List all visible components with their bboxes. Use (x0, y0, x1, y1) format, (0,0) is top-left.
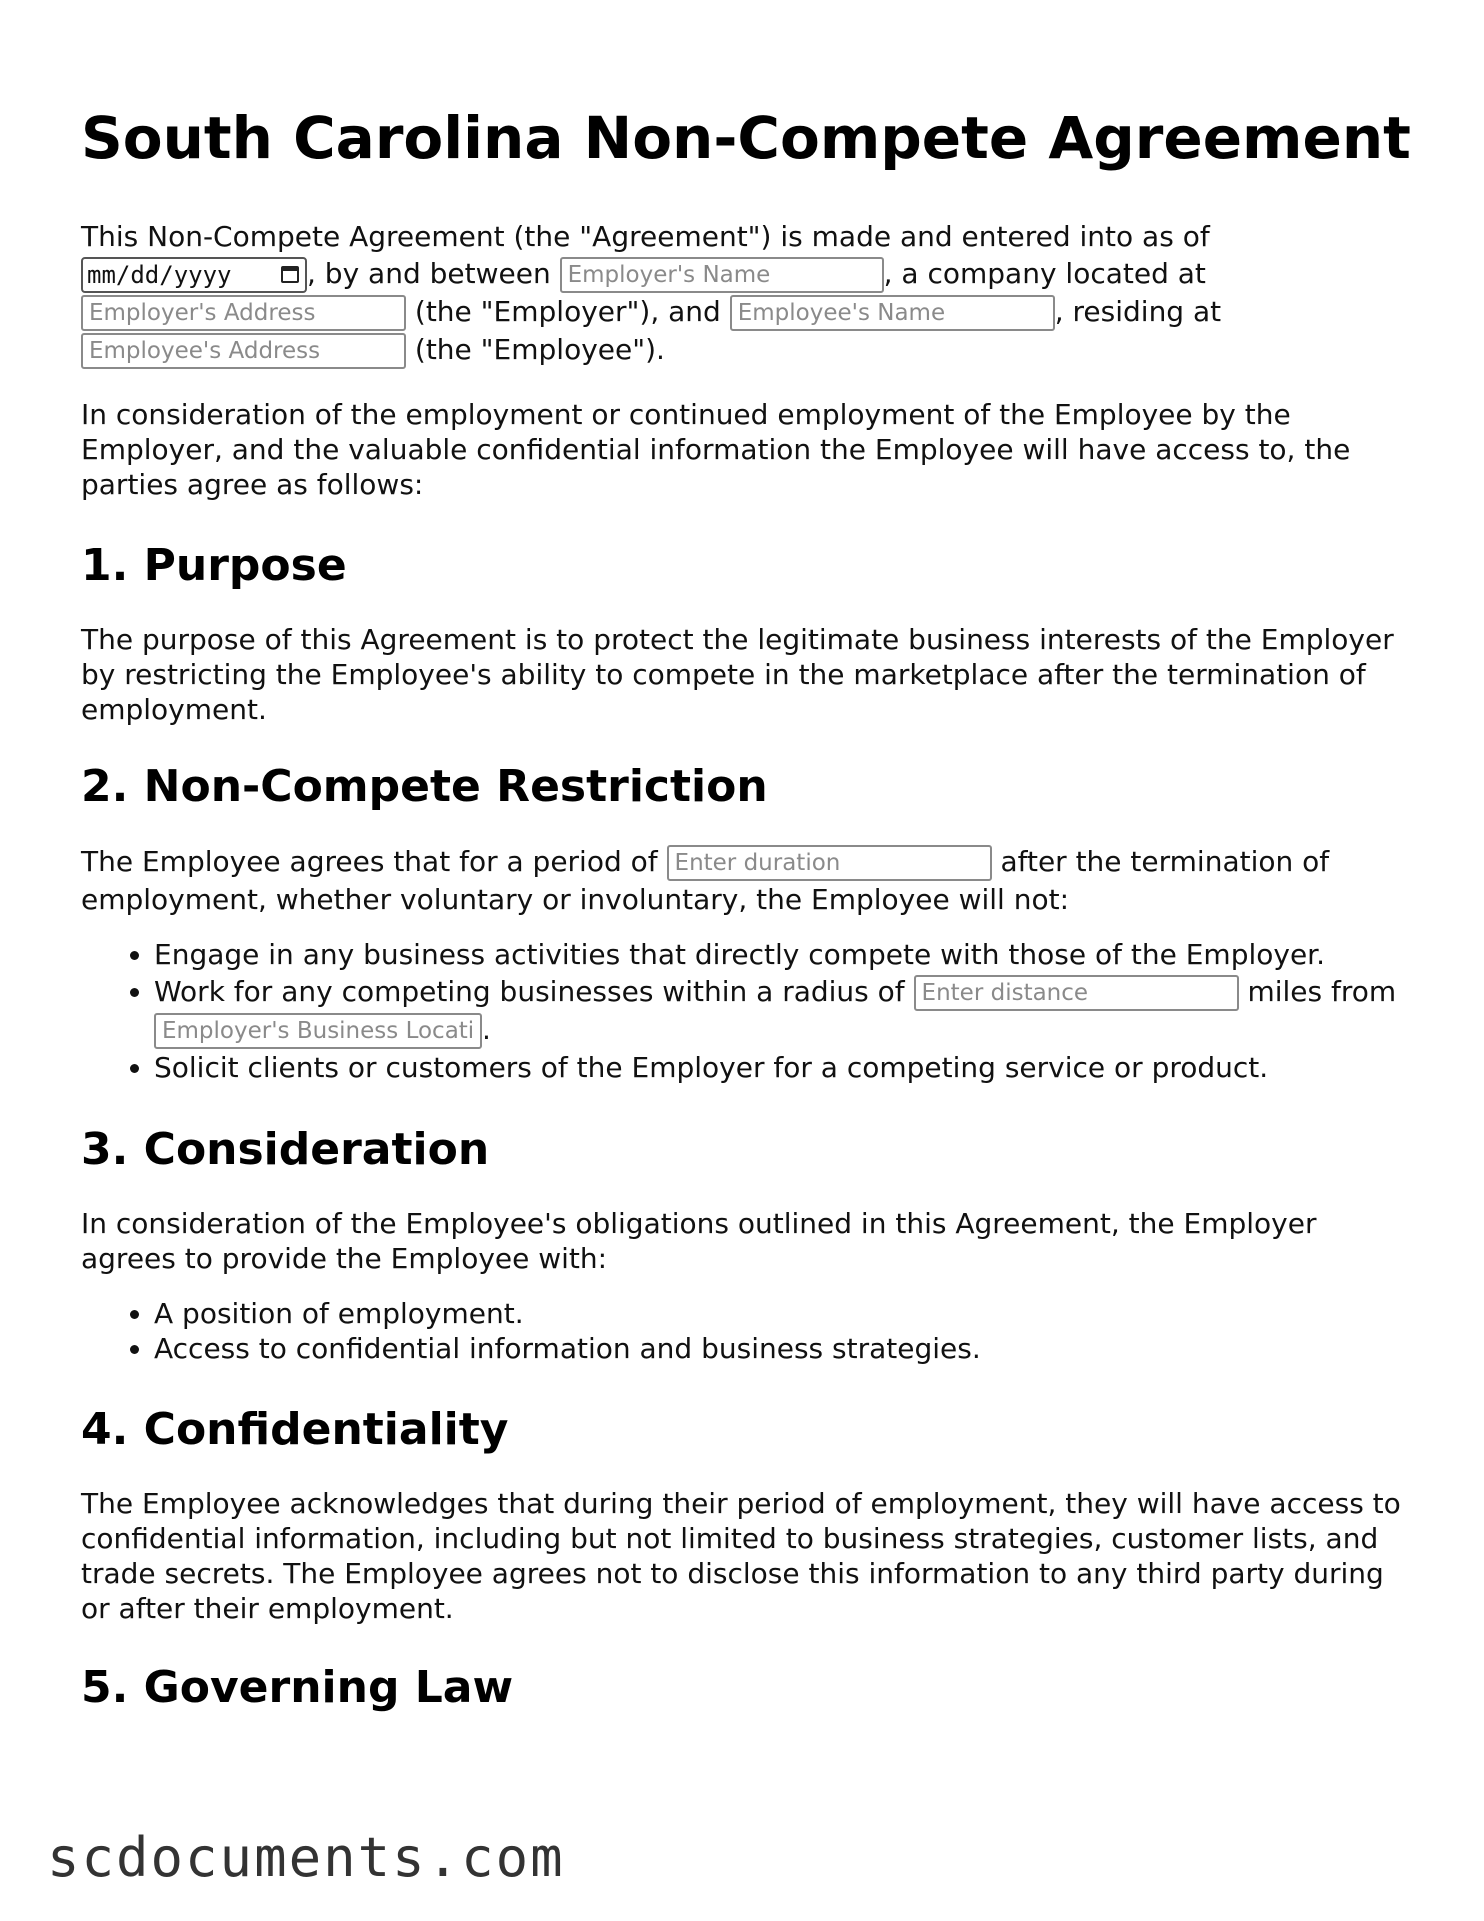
restriction-list (81, 936, 1411, 1086)
intro-text-4: (the "Employer"), and (414, 295, 721, 328)
section-heading-restriction: 2. Non-Compete Restriction (81, 761, 768, 812)
date-placeholder: mm/dd/yyyy (87, 261, 232, 289)
employee-address-input[interactable] (81, 333, 406, 369)
purpose-text: The purpose of this Agreement is to protect the legitimate business interests of the Employer by restricting the Employee's ability to compete in the marketplace after the termination of employment. (81, 623, 1394, 726)
radius-text-1: Work for any competing businesses within a radius of (154, 975, 905, 1008)
restriction-text-2: after the termination of employment, whether voluntary or involuntary, the Employee will not: (81, 845, 1330, 916)
restriction-text (81, 843, 1411, 918)
document-page (81, 104, 1411, 1716)
page-title: South Carolina Non-Compete Agreement (81, 104, 1411, 172)
date-input[interactable] (81, 257, 307, 293)
distance-input[interactable] (914, 975, 1239, 1011)
list-item: • Access to confidential information and business strategies. (154, 1331, 1411, 1366)
intro-text-3: , a company located at (883, 257, 1206, 290)
business-location-input[interactable] (154, 1013, 482, 1049)
section-heading-confidentiality: 4. Confidentiality (81, 1404, 509, 1455)
employer-name-input[interactable] (560, 257, 884, 293)
employer-address-input[interactable] (81, 295, 406, 331)
intro-text-2: , by and between (307, 257, 551, 290)
list-item: • Solicit clients or customers of the Employer for a competing service or product. (154, 1049, 1411, 1086)
list-item: • Engage in any business activities that directly compete with those of the Employer. (154, 936, 1411, 973)
restriction-text-1: The Employee agrees that for a period of (81, 845, 658, 878)
consideration-intro: In consideration of the employment or continued employment of the Employee by the Employer, and the valuable confidential information the Employee will have access to, the parties agree as follows: (81, 398, 1351, 501)
list-item: • A position of employment. (154, 1296, 1411, 1331)
intro-text-1: This Non-Compete Agreement (the "Agreement") is made and entered into as of (81, 220, 1210, 253)
duration-input[interactable] (667, 845, 992, 881)
radius-text-2: miles from (1247, 975, 1397, 1008)
radius-text-3: . (482, 1013, 491, 1046)
list-item (154, 973, 1411, 1049)
section-heading-consideration: 3. Consideration (81, 1124, 490, 1175)
watermark-footer: scdocuments.com (47, 1826, 565, 1889)
intro-text-6: (the "Employee"). (414, 333, 665, 366)
employee-name-input[interactable] (730, 295, 1055, 331)
consideration-text: In consideration of the Employee's obligations outlined in this Agreement, the Employer agrees to provide the Employee with: (81, 1207, 1317, 1275)
consideration-list (81, 1296, 1411, 1366)
confidentiality-text: The Employee acknowledges that during their period of employment, they will have access to confidential information, including but not limited to business strategies, customer lists, and trade secrets. The Employee agrees not to disclose this information to any third party during or after their employment. (81, 1487, 1401, 1625)
section-heading-governing-law: 5. Governing Law (81, 1662, 514, 1713)
intro-text-5: , residing at (1054, 295, 1222, 328)
calendar-icon[interactable] (281, 266, 299, 283)
intro-paragraph (81, 218, 1411, 369)
section-heading-purpose: 1. Purpose (81, 540, 347, 591)
